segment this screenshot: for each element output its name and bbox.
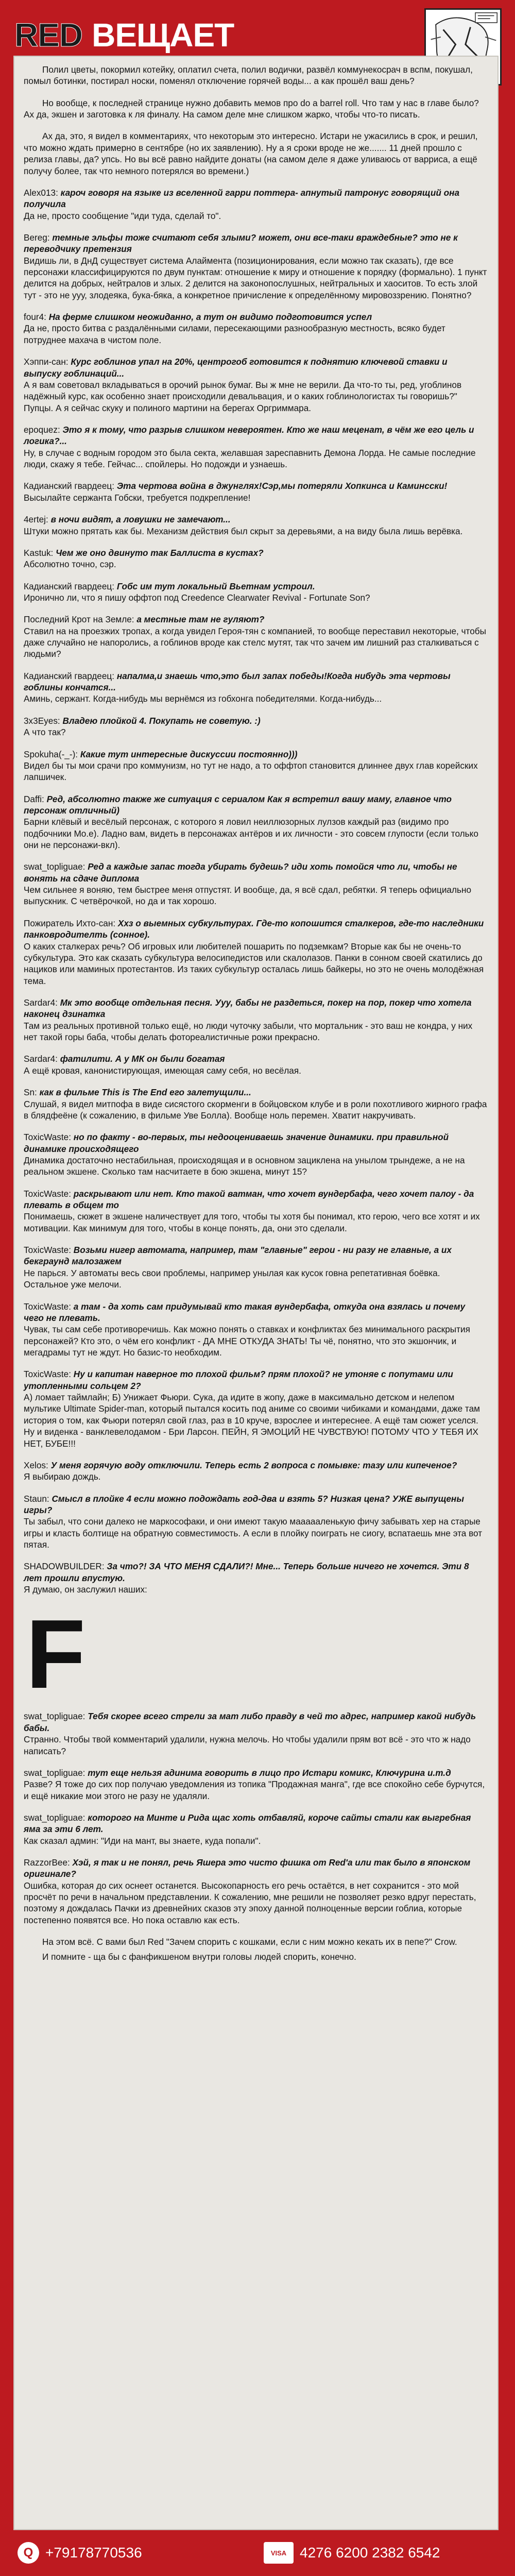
comment-answer: Штуки можно прятать как бы. Механизм действия был скрыт за деревьями, а на виду была лишь верёвка. [24,526,463,536]
comment-answer: Видел бы ты мои срачи про коммунизм, но тут не надо, а то оффтоп становится длиннее двух глав корейских лапшичек. [24,760,478,783]
comment-author: four4: [24,312,46,323]
comment-entry [24,480,487,503]
comment-entry [24,793,487,851]
comment-head [24,1710,487,1734]
comment-entry [24,1812,487,1846]
comment-head [24,1131,487,1155]
comment-question: У меня горячую воду отключили. Теперь есть 2 вопроса с помывке: тазу или кипеченое? [50,1460,457,1470]
comment-answer: Видишь ли, в ДнД существует система Алаймента (позиционирования, если можно так сказать), где все персонажи классифицируются по двум пунктам: отношение к миру и отношение к порядку (формально). 1 пункт делится на добрых, нейтралов и злых. 2 делится на законопослушных, нейтральных и хаоситов. То есть злой тут - это не ууу, злодеяка, бука-бяка, а конкретное причисление к определённому мировоззрению. Понятно? [24,255,487,300]
comment-head [24,424,487,447]
comment-entry [24,424,487,470]
comment-author: Bereg: [24,232,50,243]
comment-author: RazzorBee: [24,1857,70,1868]
comment-author: Alex013: [24,187,58,198]
comment-question: Гобс им тут локальный Вьетнам устроил. [116,581,315,591]
comment-author: swat_topliguae: [24,1812,85,1823]
comment-author: Staun: [24,1493,49,1504]
comment-head [24,997,487,1020]
comment-answer: Ставил на на проезжих тропах, а когда увидел Героя-тян с компанией, то вообще переставил некоторые, чтобы даже случайно не напоролись, а гоблинов вроде как стелс мутят, так что зачем им лишний раз сталкиваться с людьми? [24,625,486,659]
comment-author: Xelos: [24,1460,48,1470]
comment-entry [24,1710,487,1756]
visa-card-icon: VISA [264,2542,294,2564]
comment-author: ToxicWaste: [24,1188,72,1199]
comment-entry [24,1131,487,1177]
comment-question: Возьми нигер автомата, например, там "главные" герои - ни разу не главные, а их бекграунд малозажем [24,1245,452,1267]
comment-question: Смысл в плойке 4 если можно подождать год-два и взять 5? Низкая цена? УЖЕ выпущены игры? [24,1493,464,1515]
comment-question: Ред, абсолютно также же ситуация с сериалом Как я встретил вашу маму, главное что персонаж отличный) [24,793,452,816]
comment-answer: Не парься. У автоматы весь свои проблемы, например унылая как кусок говна репетативная боёвка. Остальное уже мелочи. [24,1267,440,1290]
comment-question: Ну и капитан наверное то плохой фильм? прям плохой? не утоняе с попутами или утопленными сольцем 2? [24,1369,453,1391]
comment-head [24,1053,487,1064]
comment-answer: Чем сильнее я воняю, тем быстрее меня отпустят. И вообще, да, я всё сдал, ребятки. Я теперь официально выпускник. С четвёрочкой, но да и так хорошо. [24,885,472,907]
comment-author: epoquez: [24,424,60,435]
comment-question: фатилити. А у МК он были богатая [60,1054,225,1064]
comment-entry [24,232,487,301]
comment-author: 4ertej: [24,514,48,525]
comment-author: Кадианский гвардеец: [24,481,115,492]
comment-author: ToxicWaste: [24,1301,72,1312]
comment-answer: Понимаешь, сюжет в экшене наличествует для того, чтобы ты хотя бы понимал, кто герою, чего все хотят и их мотивации. Как минимум для того, чтобы в конце понять, да, они это сделали. [24,1211,480,1233]
comment-question: Эта чертова война в джунглях!Сэр,мы потеряли Хопкинса и Каминсски! [116,481,448,492]
comment-answer: Чувак, ты сам себе противоречишь. Как можно понять о ставках и конфликтах без минимального раскрытия персонажей? Кто это, о чём его конфликт - ДА МНЕ ОТКУДА ЗНАТЬ! Ты чё, понятно, что это экшончик, и мегадрамы тут не ждут. Но базис-то необходим. [24,1324,470,1358]
comment-answer: Там из реальных противной только ещё, но люди чуточку забыли, что мортальник - это ваш не кондра, у них нет такой горы баба, чтобы делать фотореалистичные рожи прекрасно. [24,1020,473,1043]
intro-paragraph: Но вообще, к последней странице нужно добавить мемов про do a barrel roll. Что там у нас в главе было? Ах да, экшен и заготовка к ля финалу. На самом деле мне слишком жарко, чтобы что-то писать. [24,97,479,120]
brand-red: RED [14,16,83,54]
comment-answer: Иронично ли, что я пишу оффтоп под Creedence Clearwater Revival - Fortunate Son? [24,592,370,603]
comment-entry [24,1053,487,1076]
comment-head [24,480,487,492]
comment-answer: Ошибка, которая до сих оснеет останется. Высокопарность его речь остаётся, в нет сохранится - это мой просчёт по речи в начальном представлении. К сожалению, мне решили не позволяет резко вдруг перестать, поэтому я дождалась Пачки из древнейних сказов эту эпоху данной полноценные версии гоблиа, которые постепенно появятся все. Но пока оставлю как есть. [24,1880,476,1925]
comment-entry [24,1493,487,1551]
comment-author: ToxicWaste: [24,1132,72,1143]
comment-author: Sardar4: [24,997,58,1008]
comment-head [24,1087,487,1098]
comment-author: swat_topliguae: [24,1767,85,1778]
comment-question: а там - да хоть сам придумывай кто такая вундербафа, откуда она взялась и почему чего не плевать. [24,1301,466,1323]
comment-author: Spokuha(-_-): [24,749,78,759]
comment-question: Мк это вообще отдельная песня. Ууу, бабы не раздеться, покер на пор, покер что хотела наконец дзинатка [24,997,472,1020]
comment-answer: Странно. Чтобы твой комментарий удалили, нужна мелочь. Но чтобы удалили прям вот всё - это что ж надо написать? [24,1734,471,1756]
comment-head [24,356,487,379]
comment-entry [24,547,487,570]
comment-question: напалма,и знаешь что,это был запах победы!Когда нибудь эта чертовы гоблины кончатся... [24,670,451,693]
comment-answer: Ну, в случае с водным городом это была секта, желавшая зареспавнить Демона Лорда. Не самые последние люди, скажу я тебе. Гейчас... спойлеры. Но подожди и узнаешь. [24,447,476,470]
qiwi-icon: Q [18,2542,39,2564]
comment-question: тут еще нельзя адинима говорить в лицо про Истари комикс, Ключурина и.т.д [88,1767,451,1778]
comment-question: темные эльфы тоже считают себя злыми? может, они все-таки враждебные? это не к переводчику претензия [24,232,458,255]
comment-entry [24,1244,487,1290]
comment-author: Пожиратель Ихто-сан: [24,918,116,928]
comment-question: Чем же оно двинуто так Баллиста в кустах? [56,547,264,558]
comment-question: Хэй, я так и не понял, речь Яшера это чисто фишка от Red'а или так было в японском оригинале? [24,1857,471,1879]
comment-entry [24,997,487,1043]
comment-head [24,749,487,760]
comment-entry [24,1561,487,1595]
comment-head [24,1812,487,1835]
comment-entry [24,614,487,659]
comment-entry [24,581,487,604]
comment-author: ToxicWaste: [24,1245,72,1256]
comment-question: Тебя скорее всего стрели за мат либо правду в чей то адрес, например какой нибудь бабы. [24,1711,476,1733]
comment-question: Какие тут интересные дискуссии постоянно))) [80,749,298,759]
comment-author: 3x3Eyes: [24,715,60,726]
comment-question: Ххз о выемных субкультурах. Где-то копошится сталкеров, где-то наследники панковродителть (сонное). [24,918,484,940]
comment-entry [24,670,487,705]
post-content [24,64,487,1965]
comment-head [24,1767,487,1778]
qiwi-row[interactable] [18,2542,142,2564]
comment-entry [24,749,487,783]
comment-author: swat_topliguae: [24,1711,85,1722]
pay-respects-letter: F [26,1600,86,1709]
comment-head [24,187,487,210]
comment-head [24,715,487,726]
comment-head [24,581,487,592]
comment-head [24,793,487,817]
comment-question: которого на Минте и Рида щас хоть отбавляй, короче сайты стали как выгребная яма за эти 6 лет. [24,1812,471,1835]
comment-entry [24,918,487,987]
comment-head [24,614,487,625]
comment-entry [24,1368,487,1449]
intro-paragraph: Полил цветы, покормил котейку, оплатил счета, полил водички, развёл коммунекосрач в вспм, покушал, помыл ботинки, постирал носки, поменял отключение горячей воды... а как прошёл ваш день? [24,64,473,87]
comment-question: Владею плойкой 4. Покупать не советую. :) [62,715,261,726]
comment-head [24,1301,487,1324]
comment-head [24,1460,487,1471]
comment-answer: О каких сталкерах речь? Об игровых или любителей пошарить по подземкам? Вторые как бы не очень-то субкультура. Это как сказать субкультура велосипедистов или скалолазов. Панки в сонном своей скатились до нациков или маминых протестантов. Из таких субкультур осталась лишь байкеры, но это не очень молодёжная тема. [24,941,484,986]
comment-head [24,547,487,558]
comment-question: На ферме слишком неожиданно, а тут он видимо подготовится успел [48,312,372,323]
brand-title [14,16,234,54]
visa-row[interactable] [264,2542,440,2564]
comment-entry [24,1301,487,1359]
comment-entry [24,1857,487,1926]
comment-question: но по факту - во-первых, ты недооцениваешь значение динамики. при правильной динамике происходящего [24,1132,449,1154]
comment-answer: Разве? Я тоже до сих пор получаю уведомления из топика "Продажная манга", где все спокойно себе бурчутся, и ещё никакие мои этого не разу не удаляли. [24,1779,485,1801]
comment-answer: Динамика достаточно нестабильная, происходящая и в основном зациклена на унылом трындеже, а не на реальном экшене. Сколько там насчитаете в бою экшена, минут 15? [24,1155,465,1177]
comment-answer: А ещё кровая, канонистирующая, имеющая саму себя, но весёлая. [24,1065,301,1076]
donation-footer [13,2531,499,2576]
comment-answer: А) ломает таймлайн; Б) Унижает Фьюри. Сука, да идите в жопу, даже в максимально детском и нелепом мультике Ultimate Spider-man, который пытался косить под аниме со своими чибиками и командами, даже там история о том, как Фьюри потерял свой глаз, раз в 10 круче, взрослее и интереснее. А ещё там сюжет уселся. Ну и виденка - ванклевелодамом - Бри Ларсон. ПЕЙН, Я ЭМОЦИЙ НЕ ЧУВСТВУЮ! ПОТОМУ ЧТО У ТЕБЯ ИХ НЕТ, БУБЕ!!! [24,1392,480,1449]
comment-question: раскрывают или нет. Кто такой ватман, что хочет вундербафа, чего хочет палоу - да плевать в общем то [24,1188,474,1211]
post-body [13,56,499,2530]
comment-entry [24,311,487,346]
comment-author: SHADOWBUILDER: [24,1561,105,1572]
outro-paragraph: На этом всё. С вами был Red "Зачем спорить с кошками, если с ним можно кекать их в пепе?" Crow. [42,1937,457,1947]
comment-answer: А я вам советовал вкладываться в орочий рынок бумаг. Вы ж мне не верили. Да что-то ты, ред, угоблинов надёжный курс, как особенно знает происходили девальвация, и о каких гоблинологистах ты говоришь?" Пупцы. А я сейчас скуку и полиного мартини на берегах Оргриммара. [24,379,462,413]
comment-entry [24,187,487,222]
comment-question: а местные там не гуляют? [136,614,265,625]
comment-entry [24,1460,487,1483]
comment-author: Кадианский гвардеец: [24,581,115,591]
comment-author: Кадианский гвардеец: [24,670,115,681]
comment-author: Последний Крот на Земле: [24,614,134,625]
comment-answer: Как сказал админ: "Иди на мант, вы знаете, куда попали". [24,1835,261,1846]
comment-answer: Да не, просто битва с раздалёнными силами, пересекающими разнообразную местность, всяко будет потруднее махача в чистом поле. [24,323,445,345]
comment-entry [24,861,487,907]
qiwi-number: +79178770536 [45,2545,142,2561]
comment-head [24,861,487,884]
outro-paragraph: И помните - ща бы с фанфикшеном внутри головы людей спорить, конечно. [42,1951,356,1962]
comment-entry [24,514,487,537]
comment-head [24,1244,487,1267]
comment-question: как в фильме This is The End его залетущили... [39,1087,251,1098]
comment-author: swat_topliguae: [24,861,85,872]
comment-answer: Слушай, я видел митпофа в виде сисястого скорменги в бойцовском клубе и в роли похотливого жирного графа в блядфеёне (к сожалению, в фильме Уве Болла). Вообще ноль перемен. Хватит накручивать. [24,1098,487,1121]
comment-answer: Барни клёвый и весёлый персонаж, с которого я ловил неиллюзорных лулзов каждый раз (видимо про подбочники Mо.е). Ладно вам, видеть в персонажах антёров и их личности - это совсем глупости (если только они не персонажи-вкл). [24,817,478,851]
comment-author: Daffi: [24,793,44,804]
comment-question: кароч говоря на языке из вселенной гарри поттера- апнутый патронус говорящий она получила [24,187,460,210]
comment-author: Sardar4: [24,1054,58,1064]
comment-answer: Да не, просто сообщение "иди туда, сделай то". [24,210,221,221]
comment-answer: Аминь, сержант. Когда-нибудь мы вернёмся из гобхонга победителями. Когда-нибудь... [24,693,382,704]
comment-head [24,1561,487,1584]
comment-head [24,1493,487,1516]
comment-question: Ред а каждые запас тогда убирать будешь? иди хоть помойся что ли, чтобы не вонять на сдаче диплома [24,861,457,884]
comment-question: Курс гоблинов упал на 20%, центрогоб готовится к поднятию ключевой ставки и выпуску гоблинаций... [24,357,448,379]
visa-number: 4276 6200 2382 6542 [300,2545,440,2561]
comment-entry [24,1188,487,1234]
brand-rest: ВЕЩАЕТ [92,16,234,54]
comment-entry [24,715,487,738]
comment-question: в ночи видят, а ловушки не замечают... [50,514,231,525]
comment-answer: Высылайте сержанта Гобски, требуется подкрепление! [24,492,251,503]
comment-question: За что?! ЗА ЧТО МЕНЯ СДАЛИ?! Мне... Теперь больше ничего не хочется. Эти 8 лет прошли впустую. [24,1561,469,1583]
comment-author: Kastuk: [24,547,54,558]
comment-head [24,1368,487,1392]
intro-paragraph: Ах да, это, я видел в комментариях, что некоторым это интересно. Истари не ужасились в срок, и решил, что можно ждать примерно в сентябре (но их заявлению). Ну а я сроки вроде не же....... 11 дней прошло с релиза главы, да? упсь. Но вы всё равно найдите донаты (на самом деле я даже уливаюсь от варриса, а ещё получу более, так что немного потерялся во времени.) [24,131,478,176]
comment-head [24,670,487,693]
comment-answer: Ты забыл, что сони далеко не маркософаки, и они имеют такую маааааленькую фичу забывать хер на старые игры и класть болтище на обратную совместимость. А если в плойку поиграть не сиогу, вспатаешь мне эта вот пятая. [24,1516,483,1550]
comment-author: Sn: [24,1087,37,1098]
comment-author: Хэппи-сан: [24,357,68,367]
comment-head [24,232,487,255]
comment-entry [24,1087,487,1121]
comment-entry [24,356,487,414]
comment-answer: Абсолютно точно, сэр. [24,559,116,570]
comment-head [24,514,487,525]
comment-head [24,311,487,323]
comment-author: ToxicWaste: [24,1369,72,1380]
comment-head [24,918,487,941]
comment-answer: Я выбираю дождь. [24,1471,101,1482]
comment-answer: А что так? [24,727,66,738]
comment-answer: Я думаю, он заслужил наших: [24,1584,147,1595]
comment-entry [24,1767,487,1802]
comment-head [24,1188,487,1211]
comment-head [24,1857,487,1880]
comment-question: Это я к тому, что разрыв слишком невероятен. Кто же наш меценат, в чём же его цель и логика?... [24,424,474,447]
